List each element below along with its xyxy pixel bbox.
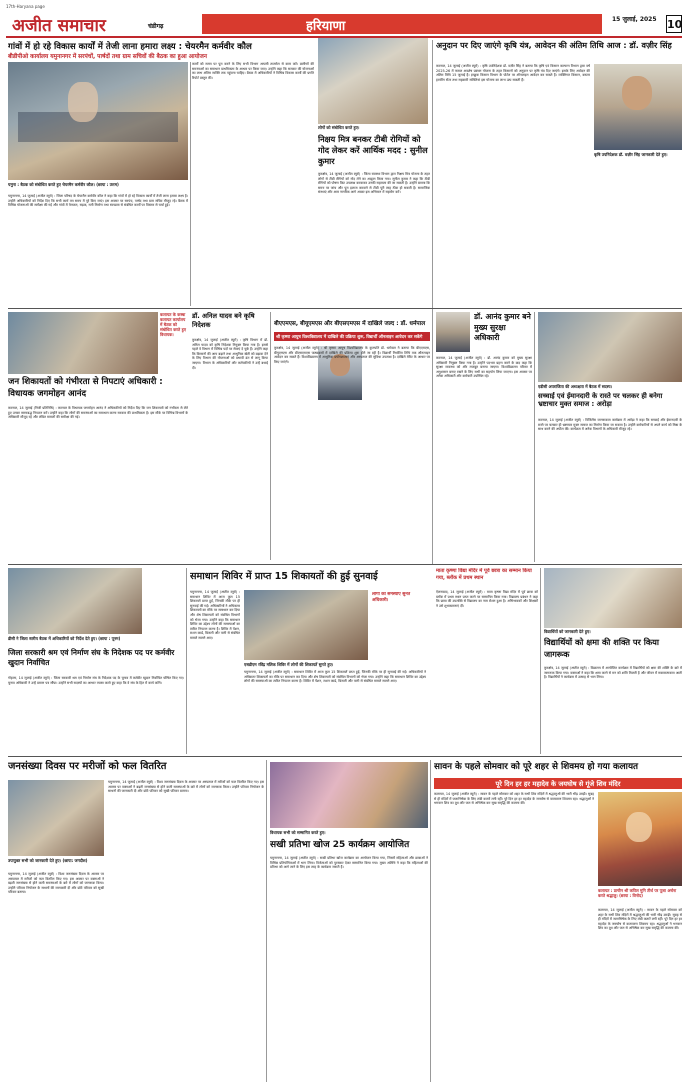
s1-headline: गांवों में हो रहे विकास कार्यों में तेजी लाना हमारा लक्ष्य : चेयरमैन कर्मवीर कौल [8, 42, 252, 52]
s9-caption: एसडीएम रविंद्र मलिक शिविर में लोगों की शिकायतें सुनते हुए। [244, 662, 334, 667]
s2-body: कुरुक्षेत्र, 14 जुलाई (अजीत ब्यूरो) : जिला स्वास्थ्य विभाग द्वारा निक्षय मित्र योजना के तहत लोगों से टीबी रोगियों को गोद लेने का आह्वान किया गया। सुनील कुमार ने कहा कि टीबी रोगियों को पोषण किट उपलब्ध करवाकर उनकी सहायता की जा सकती है। उन्होंने बताया कि समय पर जांच और पूरा इलाज करवाने से टीबी पूरी तरह ठीक हो सकती है। सामाजिक संस्थाएं और आम नागरिक आगे आकर इस अभियान में सहयोग करें। [318, 172, 430, 195]
print-info-line: 17th-Haryana page [6, 4, 45, 9]
s11-body: ऐलनाबाद, 14 जुलाई (अजीत ब्यूरो) : माता कृष्णा विद्या मंदिर में पूर्व छात्रा को ब्लॉक में प्रथम स्थान प्राप्त करने पर सम्मानित किया गया। विद्यालय प्रबंधन ने कहा कि छात्रा की उपलब्धि से विद्यालय का नाम रोशन हुआ है। अभिभावकों और शिक्षकों ने उसे शुभकामनाएं दीं। [436, 590, 538, 608]
s1b-body: कार्यों को समय पर पूरा करने के लिए सभी विभाग आपसी तालमेल से काम करें। ग्रामीणों की समस्याओं का समाधान प्राथमिकता के आधार पर किया जाए। उन्होंने कहा कि सरकार की योजनाओं का लाभ अंतिम व्यक्ति तक पहुंचना चाहिए। बैठक में अधिकारियों ने विभिन्न विकास कार्यों की प्रगति रिपोर्ट प्रस्तुत की। [192, 62, 314, 80]
s10-body: गोहाना, 14 जुलाई (अजीत ब्यूरो) : जिला सरकारी श्रम एवं निर्माण संघ के निदेशक पद के चुनाव में कर्मवीर खुदान निर्वाचित घोषित किए गए। चुनाव अधिकारी ने उन्हें प्रमाण पत्र सौंपा। उन्होंने सभी सदस्यों का आभार व्यक्त करते हुए कहा कि वे संघ के हित में कार्य करेंगे। [8, 676, 184, 685]
s12-body: कुरुक्षेत्र, 14 जुलाई (अजीत ब्यूरो) : विद्यालय में आयोजित कार्यक्रम में विद्यार्थियों को क्षमा की शक्ति के बारे में जागरूक किया गया। वक्ताओं ने कहा कि क्षमा करने से मन को शांति मिलती है और जीवन में सकारात्मकता आती है। विद्यार्थियों ने कार्यक्रम में उत्साह से भाग लिया। [544, 666, 682, 680]
brand-logo: अजीत समाचार [12, 16, 106, 35]
s10-photo [8, 568, 142, 634]
s10-caption: डीसी ने जिला स्तरीय बैठक में अधिकारियों को निर्देश देते हुए। (छाया : पूनम) [8, 636, 121, 641]
s10-headline: जिला सरकारी श्रम एवं निर्माण संघ के निदेशक पद पर कर्मवीर खुदान निर्वाचित [8, 648, 175, 667]
s9-body: यमुनानगर, 14 जुलाई (अजीत ब्यूरो) : समाधान शिविर में आज कुल 15 शिकायतें प्राप्त हुईं, जिनकी मौके पर ही सुनवाई की गई। अधिकारियों ने अधिकतर शिकायतों का मौके पर समाधान कर दिया और शेष शिकायतों को संबंधित विभागों को भेजा गया। उन्होंने कहा कि समाधान शिविर का उद्देश्य लोगों की समस्याओं का त्वरित निपटान करना है। शिविर में पेंशन, राशन कार्ड, बिजली और पानी से संबंधित मामले सामने आए। [190, 590, 240, 640]
s13-headline: जनसंख्या दिवस पर मरीजों को फल वितरित [8, 761, 167, 772]
column-divider [432, 40, 433, 564]
divider [190, 62, 191, 306]
section-rule [8, 308, 682, 309]
section-title: हरियाणा [306, 19, 346, 33]
s15-body: कलायत, 14 जुलाई (अजीत ब्यूरो) : सावन के पहले सोमवार को शहर के सभी शिव मंदिरों में श्रद्धालुओं की भारी भीड़ उमड़ी। सुबह से ही मंदिरों में जलाभिषेक के लिए लंबी कतारें लगी रहीं। पूरे दिन हर हर महादेव के जयघोष से वातावरण शिवमय रहा। श्रद्धालुओं ने भगवान शिव का दूध और जल से अभिषेक कर सुख समृद्धि की कामना की। [434, 792, 594, 806]
s1b-photo [318, 38, 428, 124]
divider [270, 312, 271, 560]
s6-headline: डॉ. आनंद कुमार बने मुख्य सुरक्षा अधिकारी [474, 312, 531, 342]
s4-body: करनाल, 14 जुलाई (निजी प्रतिनिधि) : करनाल के विधायक जगमोहन आनंद ने अधिकारियों को निर्देश दिए कि जन शिकायतों को गंभीरता से लेते हुए उनका समयबद्ध निपटान करें। उन्होंने कहा कि लोगों की समस्याओं का समाधान करना सरकार की प्राथमिकता है। इस मौके पर विभिन्न विभागों के अधिकारी मौजूद रहे और लंबित मामलों की समीक्षा की गई। [8, 406, 188, 420]
s8-body: करनाल, 14 जुलाई (अजीत ब्यूरो) : विजिलेंस जागरूकता कार्यक्रम में अरोड़ा ने कहा कि सच्चाई और ईमानदारी के रास्ते पर चलकर ही भ्रष्टाचार मुक्त समाज का निर्माण किया जा सकता है। उन्होंने कर्मचारियों से अपने कार्य को निष्ठा के साथ करने की अपील की। कार्यक्रम में अनेक विभागों के अधिकारी मौजूद रहे। [538, 418, 682, 432]
page-number: 10 [666, 15, 682, 33]
s8-headline: सच्चाई एवं ईमानदारी के रास्ते पर चलकर ही बनेगा भ्रष्टाचार मुक्त समाज : अरोड़ा [538, 392, 663, 408]
city-label: चंडीगढ़ [148, 23, 164, 30]
s5-body: कुरुक्षेत्र, 14 जुलाई (अजीत ब्यूरो) : कृषि विभाग में डॉ. अनिल यादव को कृषि निदेशक नियुक्त किया गया है। इससे पहले वे विभाग में विभिन्न पदों पर सेवाएं दे चुके हैं। उन्होंने कहा कि किसानों की आय बढ़ाने तथा आधुनिक खेती को बढ़ावा देने के लिए विभाग की योजनाओं को प्रभावी ढंग से लागू किया जाएगा। विभाग के अधिकारियों और कर्मचारियों ने उन्हें बधाई दी। [192, 338, 268, 370]
divider [186, 568, 187, 754]
s2-headline: निक्षय मित्र बनकर टीबी रोगियों को गोद लेकर करें आर्थिक मदद : सुनील कुमार [318, 134, 428, 166]
section-rule [8, 756, 682, 757]
s13-body-2: यमुनानगर, 14 जुलाई (अजीत ब्यूरो) : विश्व जनसंख्या दिवस के अवसर पर अस्पताल में मरीजों को फल वितरित किए गए। इस अवसर पर वक्ताओं ने बढ़ती जनसंख्या से होने वाली समस्याओं के बारे में लोगों को जागरूक किया। उन्होंने परिवार नियोजन के साधनों की जानकारी दी और छोटे परिवार को सुखी परिवार बताया। [8, 872, 104, 895]
s1-caption: यमुना : बैठक को संबोधित करते हुए चेयरमैन कर्मवीर कौल। (छाया : उत्तम) [8, 182, 119, 187]
s13-body: यमुनानगर, 14 जुलाई (अजीत ब्यूरो) : विश्व जनसंख्या दिवस के अवसर पर अस्पताल में मरीजों को फल वितरित किए गए। इस अवसर पर वक्ताओं ने बढ़ती जनसंख्या से होने वाली समस्याओं के बारे में लोगों को जागरूक किया। उन्होंने परिवार नियोजन के साधनों की जानकारी दी और छोटे परिवार को सुखी परिवार बताया। [108, 780, 264, 794]
s12-headline: विद्यार्थियों को क्षमा की शक्ति पर किया जागरूक [544, 637, 660, 659]
s3-photo [594, 64, 682, 150]
s7-body: कुरुक्षेत्र, 14 जुलाई (अजीत ब्यूरो) : श्री कृष्णा आयुष विश्वविद्यालय के कुलपति डॉ. धर्मपाल ने बताया कि बीएएमएस, बीयूएमएस और बीएसएमएस पाठ्यक्रमों में दाखिले की प्रक्रिया शुरू होने जा रही है। विद्यार्थी निर्धारित तिथि तक ऑनलाइन आवेदन कर सकते हैं। विश्वविद्यालय में आधुनिक प्रयोगशालाएं और अस्पताल की सुविधा उपलब्ध है। दाखिले मेरिट के आधार पर किए जाएंगे। [274, 346, 430, 364]
s6-photo [436, 312, 470, 352]
section-rule [8, 564, 682, 565]
s1-photo [8, 62, 188, 180]
s9-photo [244, 590, 368, 660]
s13-photo [8, 780, 104, 856]
s1b-caption: लोगों को संबोधित करते हुए। [318, 125, 360, 130]
s14-photo [270, 762, 428, 828]
s15-headline: सावन के पहले सोमवार को पूरे शहर से शिवमय हो गया कलायत [434, 762, 639, 772]
s13-caption: उपायुक्त सभी को जानकारी देते हुए। (छाया: जगदीश) [8, 858, 88, 863]
divider [540, 568, 541, 754]
s7-subhead: श्री कृष्णा आयुष विश्वविद्यालय में दाखिले की प्रक्रिया शुरू, विद्यार्थी ऑनलाइन आवेदन कर सकेंगे [276, 334, 423, 339]
divider [266, 760, 267, 1082]
s5-headline: डॉ. अनिल यादव बने कृषि निदेशक [192, 312, 255, 329]
s9-body-2: यमुनानगर, 14 जुलाई (अजीत ब्यूरो) : समाधान शिविर में आज कुल 15 शिकायतें प्राप्त हुईं, जिनकी मौके पर ही सुनवाई की गई। अधिकारियों ने अधिकतर शिकायतों का मौके पर समाधान कर दिया और शेष शिकायतों को संबंधित विभागों को भेजा गया। उन्होंने कहा कि समाधान शिविर का उद्देश्य लोगों की समस्याओं का त्वरित निपटान करना है। शिविर में पेंशन, राशन कार्ड, बिजली और पानी से संबंधित मामले सामने आए। [244, 670, 426, 684]
s6-body: करनाल, 14 जुलाई (अजीत ब्यूरो) : डॉ. आनंद कुमार को मुख्य सुरक्षा अधिकारी नियुक्त किया गया है। उन्होंने पदभार ग्रहण करने के बाद कहा कि सुरक्षा व्यवस्था को और मजबूत बनाया जाएगा। विश्वविद्यालय परिसर में अनुशासन बनाए रखने के लिए सभी का सहयोग लिया जाएगा। इस अवसर पर अनेक अधिकारी और कर्मचारी उपस्थित रहे। [436, 356, 532, 379]
s11-headline: माता कृष्णा विद्या मंदिर में पूर्व छात्रा का सम्मान किया गया, ब्लॉक में प्रथम स्थान [436, 568, 532, 581]
s14-caption: विधायक सभी को सम्मानित करते हुए। [270, 830, 326, 835]
s3-headline: अनुदान पर दिए जाएंगे कृषि यंत्र, आवेदन की अंतिम तिथि आज : डॉ. वज़ीर सिंह [436, 41, 672, 50]
s8-caption: एडीसी अपराजिता की अध्यक्षता में बैठक में सदस्य। [538, 384, 613, 389]
s15-subhead: पूरे दिन हर हर महादेव के जयघोष से गूंजे शिव मंदिर [495, 780, 621, 788]
s7-headline: बीएएमएस, बीयूएमएस और बीएसएमएस में दाखिले जल्द : डॉ. धर्मपाल [274, 321, 426, 327]
masthead [6, 12, 682, 38]
s3-body: करनाल, 14 जुलाई (अजीत ब्यूरो) : कृषि उपनिदेशक डॉ. वज़ीर सिंह ने बताया कि कृषि एवं किसान कल्याण विभाग द्वारा वर्ष 2025-26 में फसल अवशेष प्रबंधन योजना के तहत किसानों को अनुदान पर कृषि यंत्र दिए जाएंगे। इसके लिए आवेदन की अंतिम तिथि 15 जुलाई है। इच्छुक किसान विभाग के पोर्टल पर ऑनलाइन आवेदन कर सकते हैं। व्यक्तिगत किसान, कस्टम हायरिंग सेंटर तथा सहकारी समितियां इस योजना का लाभ उठा सकती हैं। [436, 64, 590, 82]
s14-headline: सखी प्रतिभा खोज 25 कार्यक्रम आयोजित [270, 840, 410, 850]
s4-headline: जन शिकायतों को गंभीरता से निपटाएं अधिकारी : विधायक जगमोहन आनंद [8, 377, 163, 399]
issue-date: 15 जुलाई, 2025 [612, 16, 657, 23]
s9-kicker: लोगों की समस्याएं सुनते अधिकारी। [372, 592, 411, 603]
s12-caption: विद्यार्थियों को जानकारी देते हुए। [544, 629, 591, 634]
s3-caption: कृषि उपनिदेशक डॉ. वज़ीर सिंह जानकारी देते हुए। [594, 152, 668, 157]
s4-photo [8, 312, 158, 374]
s8-photo [538, 312, 682, 382]
s15-photo [598, 792, 682, 886]
s9-headline: समाधान शिविर में प्राप्त 15 शिकायतों की हुई सुनवाई [190, 571, 378, 582]
s15-body-2: कलायत, 14 जुलाई (अजीत ब्यूरो) : सावन के पहले सोमवार को शहर के सभी शिव मंदिरों में श्रद्धालुओं की भारी भीड़ उमड़ी। सुबह से ही मंदिरों में जलाभिषेक के लिए लंबी कतारें लगी रहीं। पूरे दिन हर हर महादेव के जयघोष से वातावरण शिवमय रहा। श्रद्धालुओं ने भगवान शिव का दूध और जल से अभिषेक कर सुख समृद्धि की कामना की। [598, 908, 682, 931]
s1-body: यमुनानगर, 14 जुलाई (अजीत ब्यूरो) : जिला परिषद के चेयरमैन कर्मवीर कौल ने कहा कि गांवों में हो रहे विकास कार्यों में तेजी लाना हमारा लक्ष्य है। उन्होंने अधिकारियों को निर्देश दिए कि सभी कार्य तय समय में पूरे किए जाएं। इस अवसर पर सरपंच, पार्षद तथा ग्राम सचिव मौजूद रहे। बैठक में विभिन्न योजनाओं की समीक्षा की गई और गांवों में पेयजल, सड़क, गली निर्माण तथा स्वच्छता से संबंधित कार्यों पर विस्तार से चर्चा हुई। [8, 194, 188, 208]
s14-body: यमुनानगर, 14 जुलाई (अजीत ब्यूरो) : सखी प्रतिभा खोज कार्यक्रम का आयोजन किया गया, जिसमें महिलाओं और छात्राओं ने विभिन्न प्रतियोगिताओं में भाग लिया। विजेताओं को पुरस्कार देकर सम्मानित किया गया। मुख्य अतिथि ने कहा कि महिलाओं की प्रतिभा को आगे लाने के लिए इस तरह के कार्यक्रम जरूरी हैं। [270, 856, 428, 870]
s1-subhead: बीडीपीओ कार्यालय यमुनानगर में सरपंचों, पार्षदों तथा ग्राम सचिवों की बैठक का हुआ आयोजन [8, 54, 207, 60]
divider [430, 760, 431, 1082]
divider [534, 312, 535, 562]
s4-kicker: कलायत के कस्बा कलायत कार्यालय में बैठक को संबोधित करते हुए विधायक। [160, 312, 186, 337]
s12-photo [544, 568, 682, 628]
s15-caption: कलायत : प्राचीन श्री कपिल मुनि तीर्थ पर पूजा अर्चना करते श्रद्धालु। (छाया : विनोद) [598, 888, 677, 898]
